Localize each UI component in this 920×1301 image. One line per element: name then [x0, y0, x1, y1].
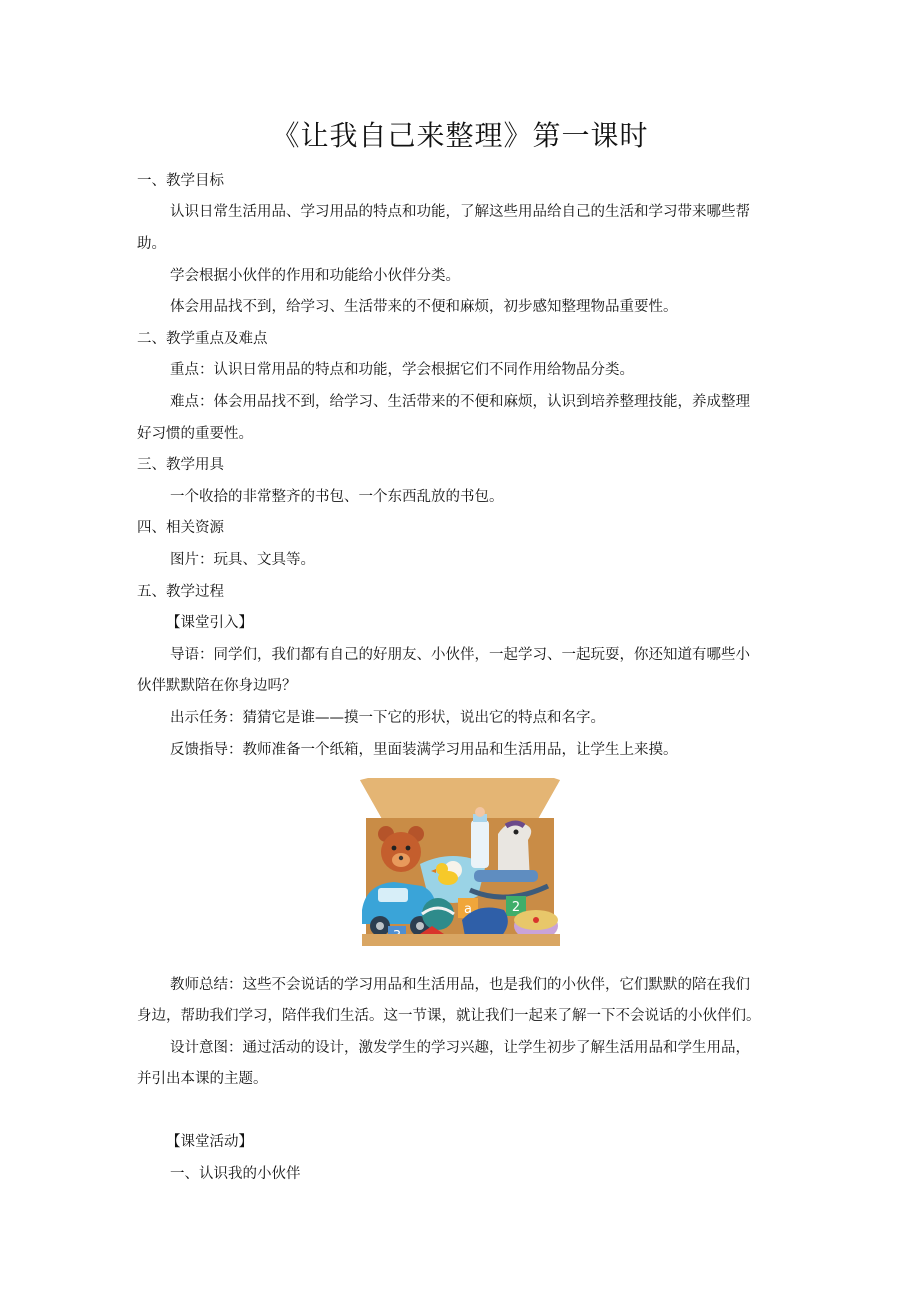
paragraph-line: 好习惯的重要性。	[137, 426, 253, 442]
paragraph-line: 一、认识我的小伙伴	[170, 1166, 301, 1182]
paragraph-line: 认识日常生活用品、学习用品的特点和功能，了解这些用品给自己的生活和学习带来哪些帮	[170, 204, 750, 220]
subsection-heading-activity: 【课堂活动】	[166, 1134, 253, 1150]
paragraph-line: 体会用品找不到，给学习、生活带来的不便和麻烦，初步感知整理物品重要性。	[170, 299, 678, 315]
baby-bottle-icon	[471, 807, 489, 868]
paragraph-line: 重点：认识日常用品的特点和功能，学会根据它们不同作用给物品分类。	[170, 362, 634, 378]
section-heading-process: 五、教学过程	[137, 584, 224, 600]
paragraph-line: 导语：同学们，我们都有自己的好朋友、小伙伴，一起学习、一起玩耍，你还知道有哪些小	[170, 647, 750, 663]
paragraph-line: 教师总结：这些不会说话的学习用品和生活用品，也是我们的小伙伴，它们默默的陪在我们	[170, 977, 750, 993]
toy-box-illustration	[358, 774, 562, 948]
paragraph-line: 学会根据小伙伴的作用和功能给小伙伴分类。	[170, 268, 460, 284]
paragraph-line: 并引出本课的主题。	[137, 1071, 268, 1087]
block-letter: a	[464, 902, 472, 917]
block-letter: 2	[511, 900, 521, 915]
paragraph-line: 助。	[137, 236, 166, 252]
section-heading-goals: 一、教学目标	[137, 173, 224, 189]
section-heading-focus: 二、教学重点及难点	[137, 331, 268, 347]
ball-icon	[422, 898, 454, 930]
paragraph-line: 反馈指导：教师准备一个纸箱，里面装满学习用品和生活用品，让学生上来摸。	[170, 742, 678, 758]
paragraph-line: 图片：玩具、文具等。	[170, 552, 315, 568]
section-heading-tools: 三、教学用具	[137, 457, 224, 473]
subsection-heading-intro: 【课堂引入】	[166, 615, 253, 631]
paragraph-line: 难点：体会用品找不到，给学习、生活带来的不便和麻烦，认识到培养整理技能，养成整理	[170, 394, 750, 410]
paragraph-line: 出示任务：猜猜它是谁——摸一下它的形状，说出它的特点和名字。	[170, 710, 605, 726]
paragraph-line: 设计意图：通过活动的设计，激发学生的学习兴趣，让学生初步了解生活用品和学生用品，	[170, 1040, 750, 1056]
paragraph-line: 伙伴默默陪在你身边吗？	[137, 678, 297, 694]
page-title: 《让我自己来整理》第一课时	[271, 119, 649, 152]
section-heading-resources: 四、相关资源	[137, 520, 224, 536]
paragraph-line: 身边，帮助我们学习，陪伴我们生活。这一节课，就让我们一起来了解一下不会说话的小伙伴们。	[137, 1008, 761, 1024]
paragraph-line: 一个收拾的非常整齐的书包、一个东西乱放的书包。	[170, 489, 504, 505]
